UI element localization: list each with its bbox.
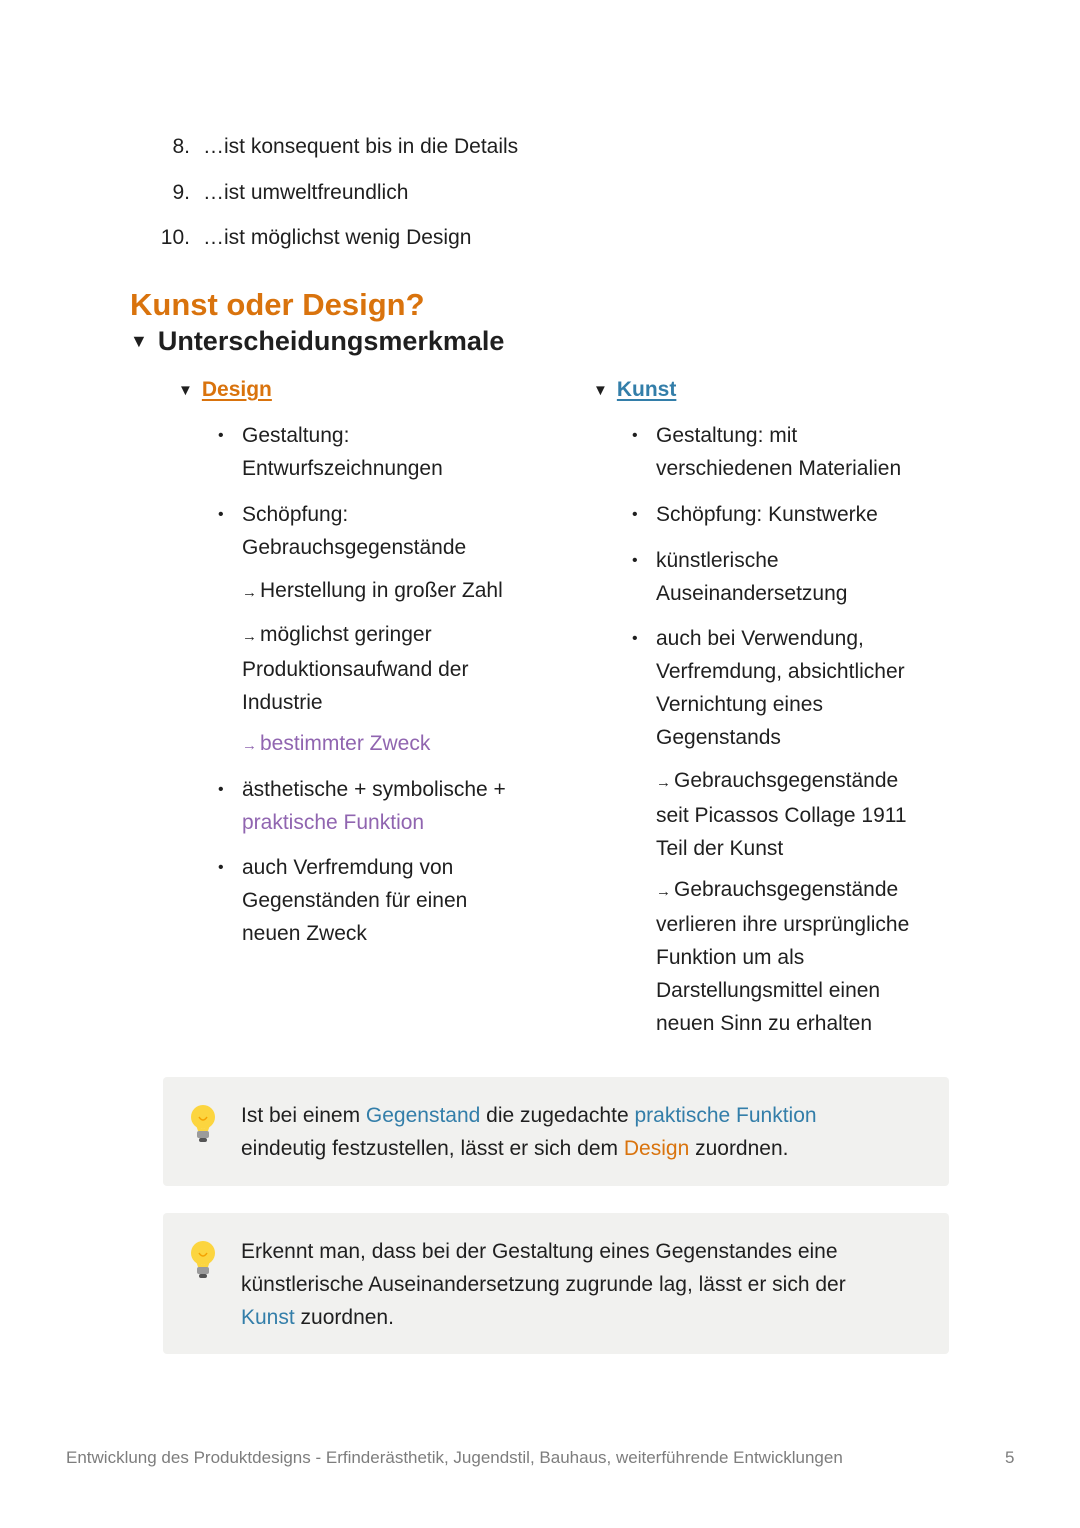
note-text: Industrie <box>242 691 323 714</box>
footer-title: Entwicklung des Produktdesigns - Erfinderästhetik, Jugendstil, Bauhaus, weiterführende Entwicklungen <box>66 1448 843 1467</box>
note-text: Produktionsaufwand der <box>242 658 469 681</box>
item-text: Gegenständen für einen <box>242 889 468 912</box>
text: Ist bei einem <box>241 1104 366 1127</box>
callout-text <box>241 1235 941 1334</box>
note-text: seit Picassos Collage 1911 <box>656 804 907 827</box>
callout-text <box>241 1099 911 1165</box>
list-number: 8. <box>172 135 190 158</box>
bullet-icon: • <box>218 859 224 876</box>
highlight-text: praktische Funktion <box>634 1104 817 1127</box>
list-item: …ist konsequent bis in die Details <box>203 135 519 158</box>
text: eindeutig festzustellen, lässt er sich dem <box>241 1137 624 1160</box>
arrow-note <box>242 574 503 609</box>
list-item <box>218 419 443 485</box>
text: zuordnen. <box>689 1137 789 1160</box>
list-item <box>218 773 506 839</box>
callout-box <box>163 1077 949 1186</box>
text: Erkennt man, dass bei der Gestaltung eines Gegenstandes eine <box>241 1240 838 1263</box>
arrow-right-icon: → <box>242 737 257 754</box>
design-title-link[interactable]: Design <box>201 378 272 401</box>
item-text: Gestaltung: mit <box>656 424 798 447</box>
list-item <box>218 498 467 564</box>
item-text: verschiedenen Materialien <box>656 457 902 480</box>
note-text: möglichst geringer <box>260 623 432 646</box>
item-text: Entwurfszeichnungen <box>242 457 443 480</box>
note-text: neuen Sinn zu erhalten <box>656 1012 872 1035</box>
note-text: bestimmter Zweck <box>260 732 431 755</box>
bullet-icon: • <box>218 427 224 444</box>
lightbulb-icon <box>187 1103 219 1145</box>
note-text: Teil der Kunst <box>656 837 784 860</box>
note-text: Herstellung in großer Zahl <box>260 579 503 602</box>
note-text: Funktion um als <box>656 946 805 969</box>
arrow-note <box>656 764 907 865</box>
text: künstlerische Auseinandersetzung zugrunde lag, lässt er sich der <box>241 1273 846 1296</box>
list-number: 10. <box>160 226 190 249</box>
subheading-text: Unterscheidungsmerkmale <box>157 326 505 356</box>
bullet-icon: • <box>632 427 638 444</box>
item-text: Verfremdung, absichtlicher <box>656 660 905 683</box>
toggle-heading-unterscheidungsmerkmale[interactable] <box>130 326 504 357</box>
list-item: …ist umweltfreundlich <box>203 181 409 204</box>
bullet-icon: • <box>632 552 638 569</box>
arrow-note <box>242 618 468 719</box>
callout-box <box>163 1213 949 1354</box>
note-text: verlieren ihre ursprüngliche <box>656 913 910 936</box>
note-text: Darstellungsmittel einen <box>656 979 881 1002</box>
bullet-icon: • <box>632 630 638 647</box>
item-text: Gebrauchsgegenstände <box>242 536 467 559</box>
item-text: neuen Zweck <box>242 922 367 945</box>
item-text: Auseinandersetzung <box>656 582 848 605</box>
list-item <box>632 419 902 485</box>
arrow-right-icon: → <box>656 883 671 900</box>
item-text: Schöpfung: <box>242 503 349 526</box>
item-text: Gestaltung: <box>242 424 350 447</box>
note-text: Gebrauchsgegenstände <box>674 769 899 792</box>
toggle-triangle-icon[interactable]: ▼ <box>593 381 608 399</box>
arrow-right-icon: → <box>242 584 257 601</box>
highlight-text: Design <box>623 1137 690 1160</box>
section-heading: Kunst oder Design? <box>130 287 425 322</box>
highlight-text: Kunst <box>241 1306 295 1329</box>
bullet-icon: • <box>632 506 638 523</box>
kunst-title-link[interactable]: Kunst <box>616 378 677 401</box>
highlight-text: Gegenstand <box>365 1104 481 1127</box>
list-item <box>632 544 848 610</box>
text: zuordnen. <box>294 1306 394 1329</box>
bullet-icon: • <box>218 506 224 523</box>
arrow-note <box>242 727 430 762</box>
item-text: auch Verfremdung von <box>242 856 454 879</box>
arrow-note <box>656 873 909 1040</box>
note-text: Gebrauchsgegenstände <box>674 878 899 901</box>
item-text: Schöpfung: Kunstwerke <box>656 503 878 526</box>
text: die zugedachte <box>480 1104 635 1127</box>
list-item <box>632 498 878 531</box>
item-text: künstlerische <box>656 549 779 572</box>
item-text: Gegenstands <box>656 726 781 749</box>
item-text: Vernichtung eines <box>656 693 823 716</box>
list-item <box>632 622 905 754</box>
item-text: ästhetische + symbolische + <box>242 778 506 801</box>
bullet-icon: • <box>218 781 224 798</box>
toggle-design[interactable] <box>178 378 272 402</box>
item-text: auch bei Verwendung, <box>656 627 864 650</box>
toggle-triangle-icon[interactable]: ▼ <box>178 381 193 399</box>
page-number: 5 <box>1005 1448 1015 1467</box>
toggle-kunst[interactable] <box>593 378 676 402</box>
toggle-triangle-icon[interactable]: ▼ <box>130 331 148 351</box>
list-item: …ist möglichst wenig Design <box>203 226 472 249</box>
lightbulb-icon <box>187 1239 219 1281</box>
arrow-right-icon: → <box>656 774 671 791</box>
list-item <box>218 851 468 950</box>
arrow-right-icon: → <box>242 628 257 645</box>
list-number: 9. <box>172 181 190 204</box>
highlight-text: praktische Funktion <box>242 811 425 834</box>
